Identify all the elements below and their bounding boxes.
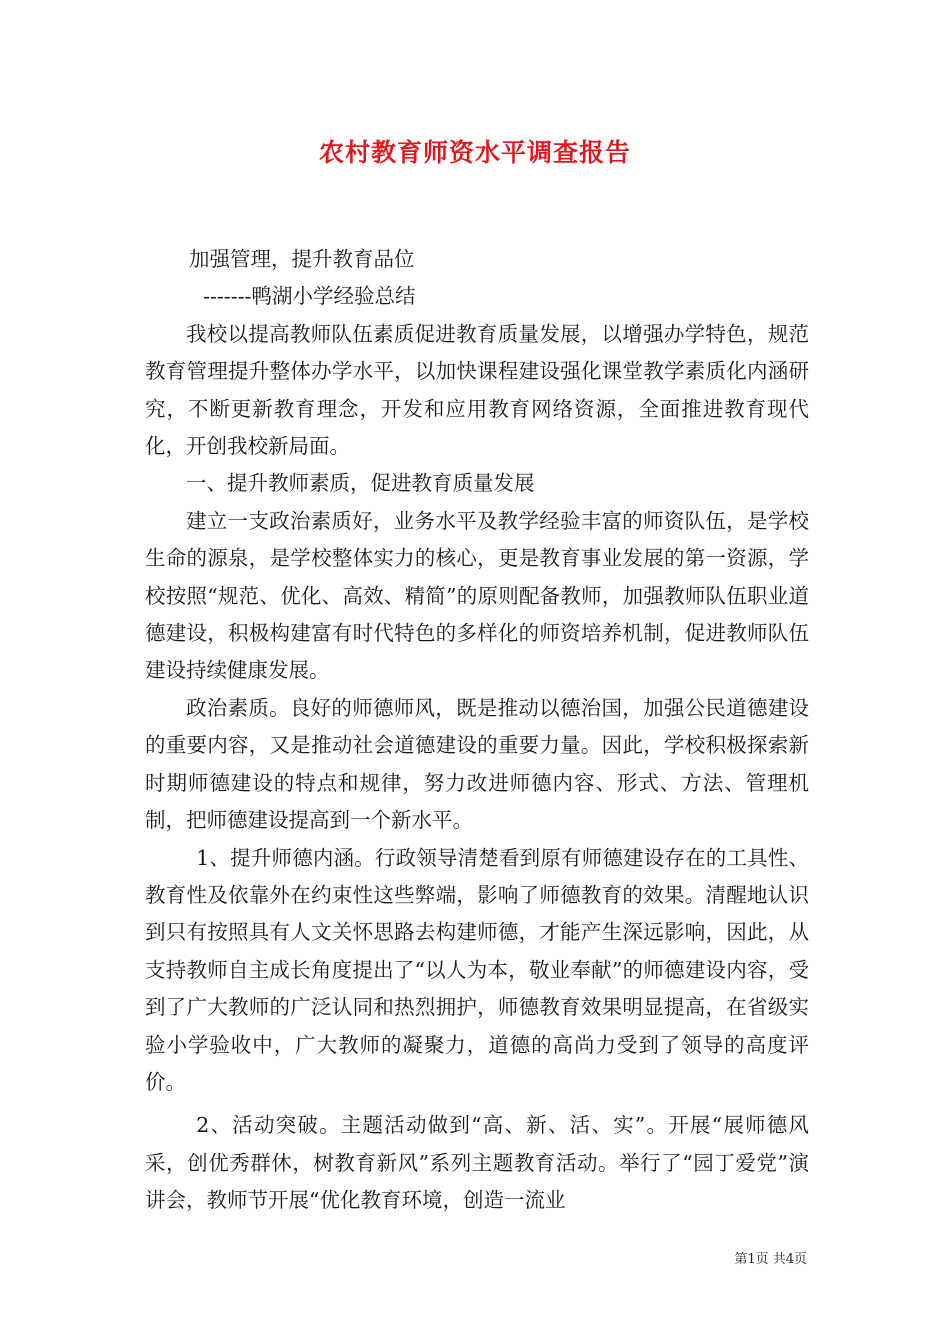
paragraph-political-quality: 政治素质。良好的师德师风，既是推动以德治国，加强公民道德建设的重要内容，又是推动社会道德建设的重要力量。因此，学校积极探索新时期师德建设的特点和规律，努力改进师德内容、形式、方法、管理机制，把师德建设提高到一个新水平。 bbox=[145, 695, 809, 833]
page-number: 第1页 共4页 bbox=[734, 1252, 807, 1267]
document-title: 农村教育师资水平调查报告 bbox=[318, 138, 631, 167]
section-heading-1: 一、提升教师素质，促进教育质量发展 bbox=[186, 471, 535, 496]
paragraph-item-2: 2、活动突破。主题活动做到“高、新、活、实”。开展“展师德风采，创优秀群休，树教育新风”系列主题教育活动。举行了“园丁爱党”演讲会，教师节开展“优化教育环境，创造一流业 bbox=[145, 1113, 809, 1213]
paragraph-teacher-team: 建立一支政治素质好，业务水平及教学经验丰富的师资队伍，是学校生命的源泉，是学校整体实力的核心，更是教育事业发展的第一资源，学校按照“规范、优化、高效、精简”的原则配备教师，加强教师队伍职业道德建设，积极构建富有时代特色的多样化的师资培养机制，促进教师队伍建设持续健康发展。 bbox=[145, 508, 809, 683]
document-body bbox=[145, 241, 809, 1220]
paragraph-item-1: 1、提升师德内涵。行政领导清楚看到原有师德建设存在的工具性、教育性及依靠外在约束性这些弊端，影响了师德教育的效果。清醒地认识到只有按照具有人文关怀思路去构建师德，才能产生深远影响，因此，从支持教师自主成长角度提出了“以人为本，敬业奉献”的师德建设内容，受到了广大教师的广泛认同和热烈拥护，师德教育效果明显提高，在省级实验小学验收中，广大教师的凝聚力，道德的高尚力受到了领导的高度评价。 bbox=[145, 845, 809, 1094]
paragraph-intro: 我校以提高教师队伍素质促进教育质量发展，以增强办学特色，规范教育管理提升整体办学水平，以加快课程建设强化课堂教学素质化内涵研究，不断更新教育理念，开发和应用教育网络资源，全面推进教育现代化，开创我校新局面。 bbox=[145, 321, 809, 459]
document-byline: -------鸭湖小学经验总结 bbox=[203, 284, 416, 309]
document-subtitle: 加强管理，提升教育品位 bbox=[189, 247, 415, 271]
